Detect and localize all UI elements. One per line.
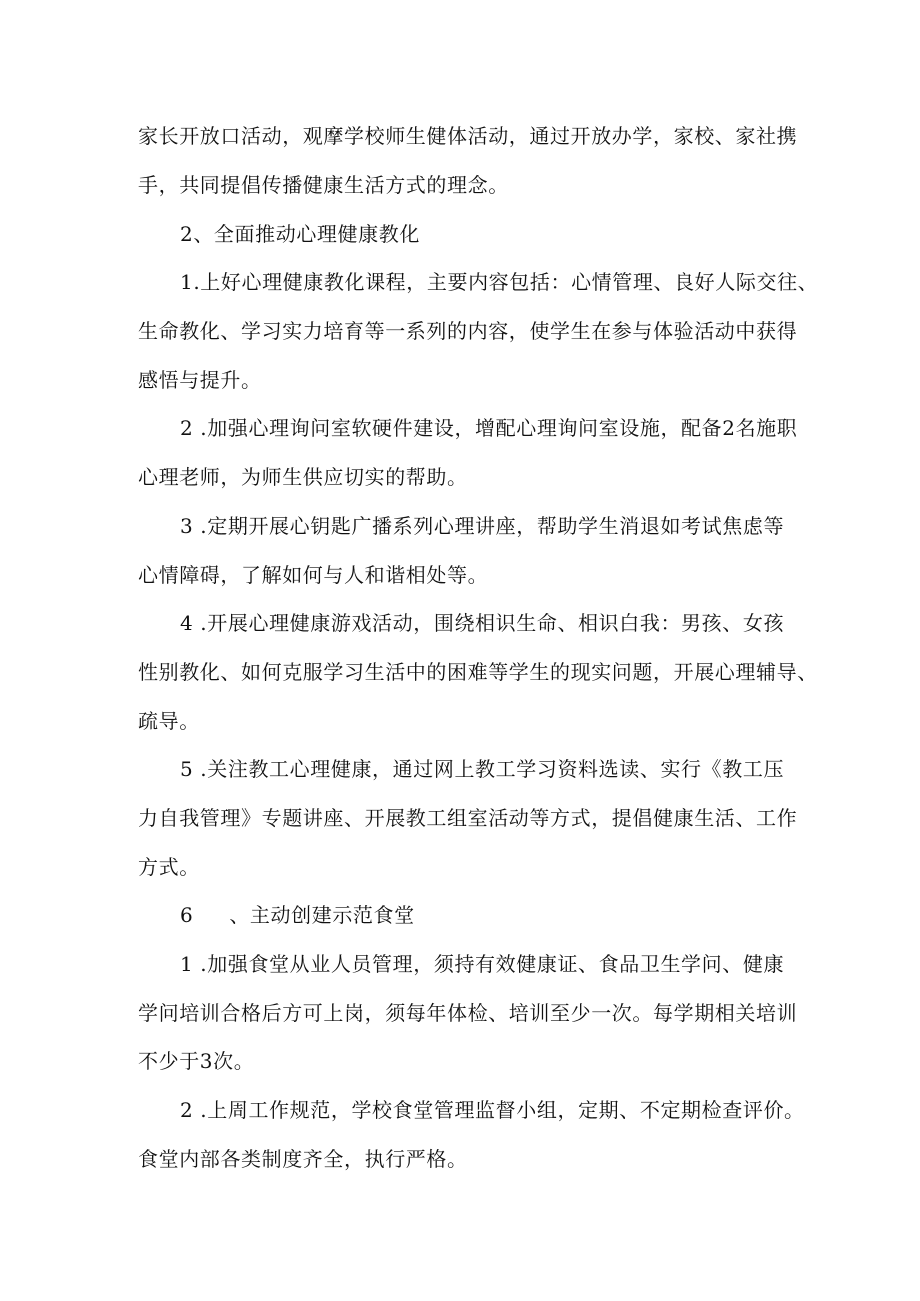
- section-number: 6: [180, 903, 194, 927]
- paragraph-line: 5 .关注教工心理健康，通过网上教工学习资料选读、实行《教工压: [180, 757, 785, 781]
- paragraph-line: 心情障碍，了解如何与人和谐相处等。: [138, 563, 489, 587]
- paragraph-line: 食堂内部各类制度齐全，执行严格。: [138, 1147, 468, 1171]
- paragraph-line: 1.上好心理健康教化课程，主要内容包括：心情管理、良好人际交往、: [180, 270, 819, 294]
- paragraph-line: 1 .加强食堂从业人员管理，须持有效健康证、食品卫生学问、健康: [180, 952, 785, 976]
- section-title: 、主动创建示范食堂: [229, 903, 415, 927]
- paragraph-line: 感悟与提升。: [138, 368, 262, 392]
- paragraph-line: 性别教化、如何克服学习生活中的困难等学生的现实问题，开展心理辅导、: [138, 660, 818, 684]
- paragraph-line: 心理老师，为师生供应切实的帮助。: [138, 465, 468, 489]
- paragraph-line: 4 .开展心理健康游戏活动，围绕相识生命、相识白我：男孩、女孩: [180, 611, 785, 635]
- paragraph-line: 不少于3次。: [138, 1049, 255, 1073]
- paragraph-line: 2 .加强心理询问室软硬件建设，增配心理询问室设施，配备2名施职: [180, 416, 798, 440]
- paragraph-line: 力自我管理》专题讲座、开展教工组室活动等方式，提倡健康生活、工作: [138, 806, 798, 830]
- section-heading: 2、全面推动心理健康教化: [180, 222, 420, 246]
- paragraph-line: 疏导。: [138, 709, 200, 733]
- paragraph-line: 2 .上周工作规范，学校食堂管理监督小组，定期、不定期检查评价。: [180, 1098, 805, 1122]
- paragraph-line: 生命教化、学习实力培育等一系列的内容，使学生在参与体验活动中获得: [138, 319, 798, 343]
- paragraph-line: 家长开放口活动，观摩学校师生健体活动，通过开放办学，家校、家社携: [138, 124, 798, 148]
- section-heading: [180, 901, 415, 929]
- paragraph-line: 3 .定期开展心钥匙广播系列心理讲座，帮助学生消退如考试焦虑等: [180, 514, 785, 538]
- paragraph-line: 手，共同提倡传播健康生活方式的理念。: [138, 173, 509, 197]
- paragraph-line: 方式。: [138, 855, 200, 879]
- paragraph-line: 学问培训合格后方可上岗，须每年体检、培训至少一次。每学期相关培训: [138, 1001, 798, 1025]
